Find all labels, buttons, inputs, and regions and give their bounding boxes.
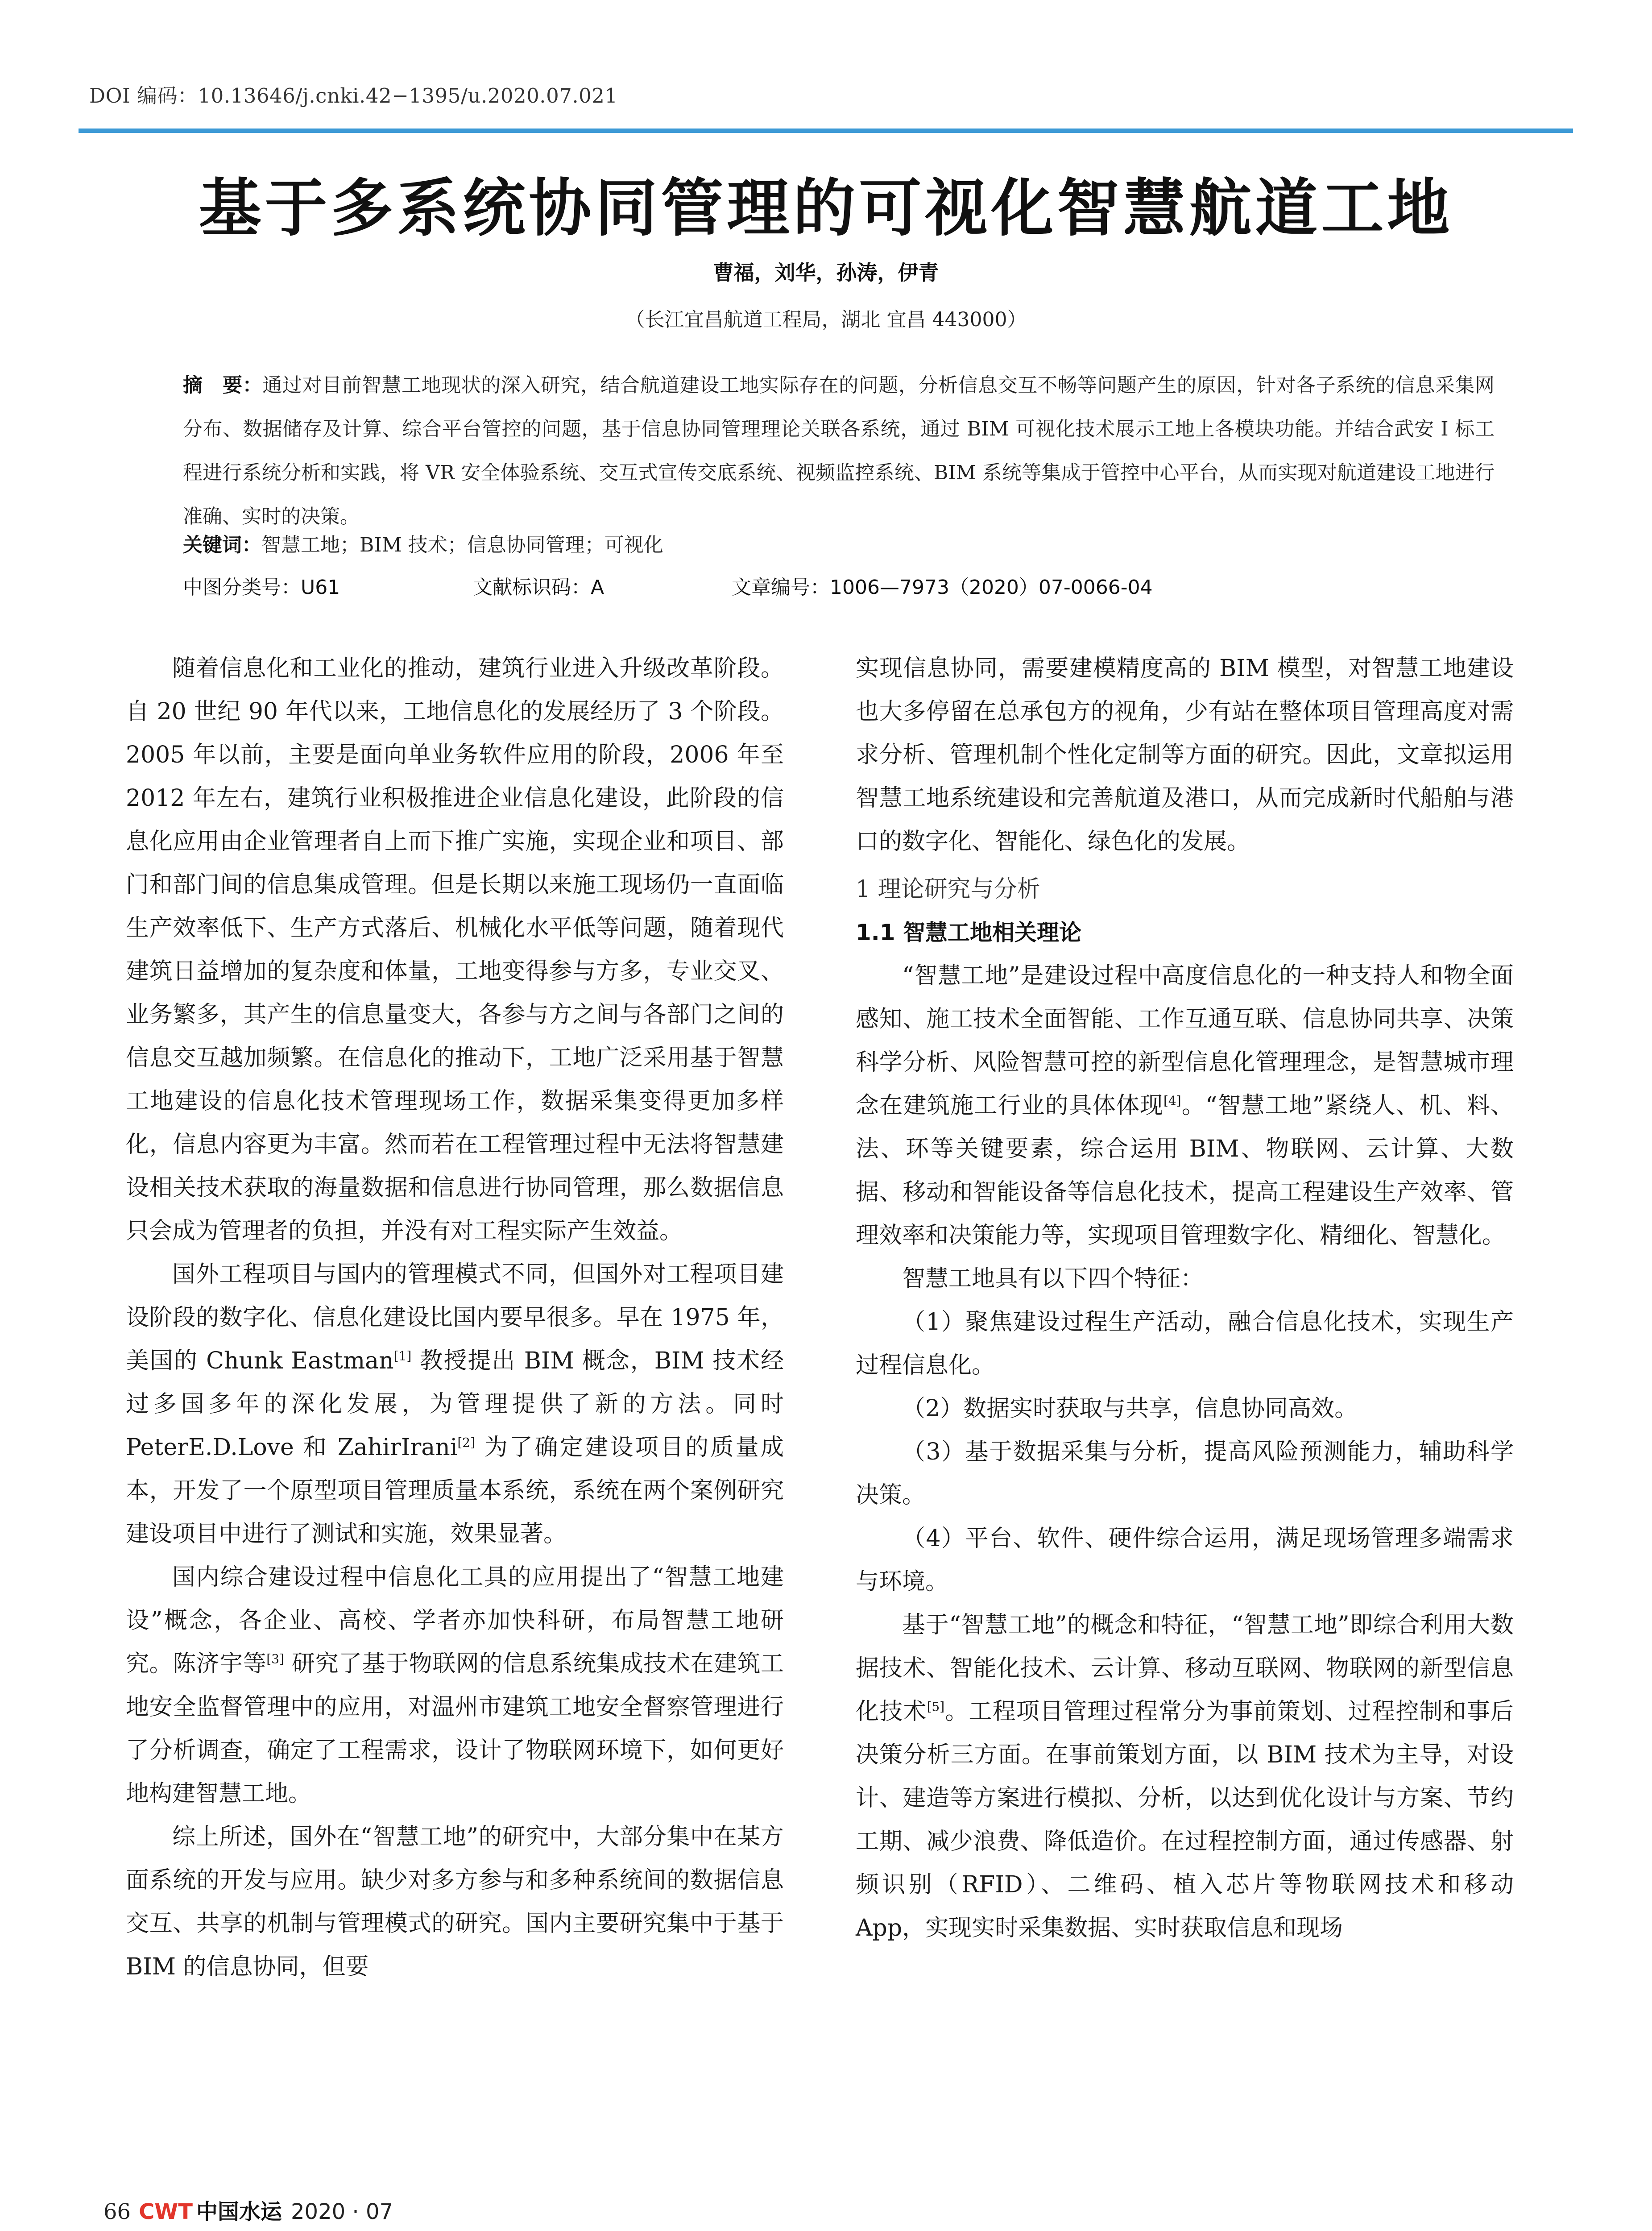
- journal-logo: CWT: [139, 2199, 193, 2224]
- section-heading: 1 理论研究与分析: [856, 876, 1040, 903]
- citation: [5]: [927, 1699, 945, 1714]
- right-column: [856, 647, 1514, 1950]
- paragraph: [856, 954, 1514, 1257]
- text-run: 国外工程项目与国内的管理模式不同，但国外对工程项目建设阶段的数字化、信息化建设比国内要早很多。早在 1975 年，美国的 Chunk Eastman: [126, 1261, 784, 1374]
- article-number: 文章编号：1006—7973（2020）07-0066-04: [732, 576, 1153, 599]
- citation: [2]: [457, 1435, 476, 1450]
- text-run: 教授提出 BIM 概念，BIM 技术经过多国多年的深化发展，为管理提供了新的方法。同时 PeterE.D.Love 和 ZahirIrani: [126, 1348, 784, 1461]
- affiliation: （长江宜昌航道工程局，湖北 宜昌 443000）: [625, 308, 1027, 331]
- text-run: “智慧工地”是建设过程中高度信息化的一种支持人和物全面感知、施工技术全面智能、工作互通互联、信息协同共享、决策科学分析、风险智慧可控的新型信息化管理理念，是智慧城市理念在建筑施工行业的具体体现: [856, 962, 1514, 1119]
- authors: 曹福，刘华，孙涛，伊青: [713, 261, 939, 285]
- header-rule: [79, 129, 1573, 133]
- paragraph: [126, 1253, 784, 1556]
- doi-line: DOI 编码：10.13646/j.cnki.42−1395/u.2020.07.021: [89, 84, 618, 108]
- keywords-text: 智慧工地；BIM 技术；信息协同管理；可视化: [261, 534, 663, 556]
- text-run: 。“智慧工地”紧绕人、机、料、法、环等关键要素，综合运用 BIM、物联网、云计算、大数据、移动和智能设备等信息化技术，提高工程建设生产效率、管理效率和决策能力等，实现项目管理数字化、精细化、智慧化。: [856, 1092, 1514, 1249]
- paragraph: 实现信息协同，需要建模精度高的 BIM 模型，对智慧工地建设也大多停留在总承包方的视角，少有站在整体项目管理高度对需求分析、管理机制个性化定制等方面的研究。因此，文章拟运用智慧工地系统建设和完善航道及港口，从而完成新时代船舶与港口的数字化、智能化、绿色化的发展。: [856, 655, 1514, 855]
- subsection-heading: 1.1 智慧工地相关理论: [856, 920, 1081, 945]
- paragraph: 综上所述，国外在“智慧工地”的研究中，大部分集中在某方面系统的开发与应用。缺少对多方参与和多种系统间的数据信息交互、共享的机制与管理模式的研究。国内主要研究集中于基于 BIM 的信息协同，但要: [126, 1824, 784, 1980]
- paragraph: 智慧工地具有以下四个特征：: [902, 1265, 1204, 1292]
- document-code: 文献标识码：A: [473, 576, 604, 599]
- feature-item: （1）聚焦建设过程生产活动，融合信息化技术，实现生产过程信息化。: [856, 1309, 1514, 1379]
- abstract-text: 通过对目前智慧工地现状的深入研究，结合航道建设工地实际存在的问题，分析信息交互不畅等问题产生的原因，针对各子系统的信息采集网分布、数据储存及计算、综合平台管控的问题，基于信息协同管理理论关联各系统，通过 BIM 可视化技术展示工地上各模块功能。并结合武安 I 标工程进行系统分析和实践，将 VR 安全体验系统、交互式宣传交底系统、视频监控系统、BIM 系统等集成于管控中心平台，从而实现对航道建设工地进行准确、实时的决策。: [183, 374, 1495, 528]
- citation: [4]: [1163, 1093, 1181, 1108]
- issue-number: 2020 · 07: [291, 2199, 393, 2224]
- feature-item: （3）基于数据采集与分析，提高风险预测能力，辅助科学决策。: [856, 1439, 1514, 1509]
- feature-item: （4）平台、软件、硬件综合运用，满足现场管理多端需求与环境。: [856, 1525, 1514, 1595]
- citation: [3]: [266, 1651, 284, 1667]
- abstract-label: 摘 要：: [183, 374, 263, 397]
- abstract: [183, 364, 1495, 539]
- left-column: [126, 647, 784, 1989]
- keywords-label: 关键词：: [183, 534, 261, 556]
- text-run: 为了确定建设项目的质量成本，开发了一个原型项目管理质量本系统，系统在两个案例研究建设项目中进行了测试和实施，效果显著。: [126, 1434, 784, 1547]
- text-run: 基于“智慧工地”的概念和特征，“智慧工地”即综合利用大数据技术、智能化技术、云计算、移动互联网、物联网的新型信息化技术: [856, 1612, 1514, 1725]
- paragraph: [856, 1604, 1514, 1950]
- clc-number: 中图分类号：U61: [183, 576, 340, 599]
- text-run: 。工程项目管理过程常分为事前策划、过程控制和事后决策分析三方面。在事前策划方面，以 BIM 技术为主导，对设计、建造等方案进行模拟、分析，以达到优化设计与方案、节约工期、减少浪费、降低造价。在过程控制方面，通过传感器、射频识别（RFID）、二维码、植入芯片等物联网技术和移动 App，实现实时采集数据、实时获取信息和现场: [856, 1698, 1514, 1941]
- text-run: 国内综合建设过程中信息化工具的应用提出了“智慧工地建设”概念，各企业、高校、学者亦加快科研，布局智慧工地研究。陈济宇等: [126, 1564, 784, 1677]
- paragraph: [126, 1556, 784, 1816]
- page-number: 66: [104, 2199, 131, 2224]
- text-run: 研究了基于物联网的信息系统集成技术在建筑工地安全监督管理中的应用，对温州市建筑工地安全督察管理进行了分析调查，确定了工程需求，设计了物联网环境下，如何更好地构建智慧工地。: [126, 1650, 784, 1807]
- feature-item: （2）数据实时获取与共享，信息协同高效。: [902, 1395, 1358, 1422]
- page-footer: [104, 2194, 393, 2225]
- keywords: [183, 529, 1495, 557]
- citation: [1]: [393, 1348, 412, 1364]
- journal-name: 中国水运: [196, 2199, 282, 2224]
- paper-title: 基于多系统协同管理的可视化智慧航道工地: [199, 172, 1453, 245]
- paragraph: 随着信息化和工业化的推动，建筑行业进入升级改革阶段。自 20 世纪 90 年代以来，工地信息化的发展经历了 3 个阶段。2005 年以前，主要是面向单业务软件应用的阶段，2006 年至 2012 年左右，建筑行业积极推进企业信息化建设，此阶段的信息化应用由企业管理者自上而下推广实施，实现企业和项目、部门和部门间的信息集成管理。但是长期以来施工现场仍一直面临生产效率低下、生产方式落后、机械化水平低等问题，随着现代建筑日益增加的复杂度和体量，工地变得参与方多，专业交叉、业务繁多，其产生的信息量变大，各参与方之间与各部门之间的信息交互越加频繁。在信息化的推动下，工地广泛采用基于智慧工地建设的信息化技术管理现场工作，数据采集变得更加多样化，信息内容更为丰富。然而若在工程管理过程中无法将智慧建设相关技术获取的海量数据和信息进行协同管理，那么数据信息只会成为管理者的负担，并没有对工程实际产生效益。: [126, 655, 784, 1244]
